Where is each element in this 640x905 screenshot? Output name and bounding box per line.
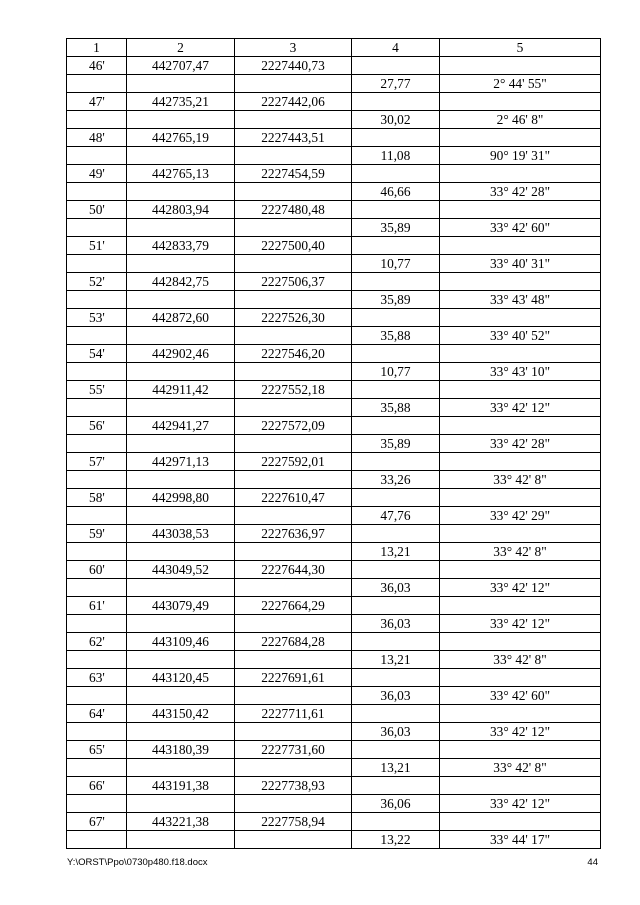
- point-row: [67, 273, 601, 291]
- segment-row: [67, 147, 601, 165]
- x-coordinate-cell: 443079,49: [127, 597, 235, 615]
- empty-cell: [235, 687, 352, 705]
- direction-angle-cell: 33° 42' 8": [440, 651, 601, 669]
- empty-cell: [67, 363, 127, 381]
- segment-row: [67, 471, 601, 489]
- empty-cell: [235, 759, 352, 777]
- y-coordinate-cell: 2227526,30: [235, 309, 352, 327]
- x-coordinate-cell: 443049,52: [127, 561, 235, 579]
- column-header-1: 1: [67, 39, 127, 57]
- direction-angle-cell: 33° 42' 8": [440, 759, 601, 777]
- x-coordinate-cell: 443191,38: [127, 777, 235, 795]
- segment-length-cell: 35,89: [352, 291, 440, 309]
- y-coordinate-cell: 2227664,29: [235, 597, 352, 615]
- y-coordinate-cell: 2227758,94: [235, 813, 352, 831]
- point-row: [67, 453, 601, 471]
- column-header-4: 4: [352, 39, 440, 57]
- empty-cell: [67, 507, 127, 525]
- segment-length-cell: 36,03: [352, 687, 440, 705]
- empty-cell: [440, 345, 601, 363]
- empty-cell: [440, 741, 601, 759]
- empty-cell: [440, 705, 601, 723]
- segment-row: [67, 291, 601, 309]
- empty-cell: [352, 525, 440, 543]
- empty-cell: [127, 183, 235, 201]
- empty-cell: [127, 147, 235, 165]
- segment-row: [67, 795, 601, 813]
- empty-cell: [67, 723, 127, 741]
- y-coordinate-cell: 2227546,20: [235, 345, 352, 363]
- column-header-3: 3: [235, 39, 352, 57]
- direction-angle-cell: 33° 44' 17": [440, 831, 601, 849]
- empty-cell: [67, 471, 127, 489]
- empty-cell: [235, 435, 352, 453]
- empty-cell: [440, 813, 601, 831]
- empty-cell: [440, 561, 601, 579]
- empty-cell: [127, 651, 235, 669]
- empty-cell: [67, 795, 127, 813]
- empty-cell: [235, 543, 352, 561]
- empty-cell: [235, 363, 352, 381]
- empty-cell: [127, 723, 235, 741]
- point-row: [67, 201, 601, 219]
- empty-cell: [235, 831, 352, 849]
- direction-angle-cell: 33° 42' 12": [440, 399, 601, 417]
- y-coordinate-cell: 2227592,01: [235, 453, 352, 471]
- direction-angle-cell: 33° 42' 60": [440, 219, 601, 237]
- segment-length-cell: 13,21: [352, 651, 440, 669]
- x-coordinate-cell: 442998,80: [127, 489, 235, 507]
- empty-cell: [127, 363, 235, 381]
- x-coordinate-cell: 442911,42: [127, 381, 235, 399]
- segment-length-cell: 10,77: [352, 255, 440, 273]
- point-row: [67, 165, 601, 183]
- y-coordinate-cell: 2227572,09: [235, 417, 352, 435]
- empty-cell: [235, 615, 352, 633]
- empty-cell: [127, 507, 235, 525]
- empty-cell: [352, 129, 440, 147]
- empty-cell: [440, 417, 601, 435]
- empty-cell: [235, 651, 352, 669]
- point-row: [67, 57, 601, 75]
- x-coordinate-cell: 442971,13: [127, 453, 235, 471]
- table-body: [67, 57, 601, 849]
- empty-cell: [440, 57, 601, 75]
- x-coordinate-cell: 443120,45: [127, 669, 235, 687]
- point-name-cell: 67': [67, 813, 127, 831]
- point-row: [67, 633, 601, 651]
- empty-cell: [352, 669, 440, 687]
- empty-cell: [235, 579, 352, 597]
- point-name-cell: 46': [67, 57, 127, 75]
- segment-length-cell: 36,03: [352, 723, 440, 741]
- x-coordinate-cell: 442765,13: [127, 165, 235, 183]
- segment-row: [67, 75, 601, 93]
- segment-row: [67, 651, 601, 669]
- segment-row: [67, 759, 601, 777]
- point-row: [67, 669, 601, 687]
- y-coordinate-cell: 2227500,40: [235, 237, 352, 255]
- direction-angle-cell: 33° 40' 31": [440, 255, 601, 273]
- direction-angle-cell: 2° 44' 55": [440, 75, 601, 93]
- segment-row: [67, 327, 601, 345]
- segment-row: [67, 219, 601, 237]
- empty-cell: [67, 651, 127, 669]
- empty-cell: [352, 417, 440, 435]
- empty-cell: [352, 597, 440, 615]
- empty-cell: [352, 309, 440, 327]
- empty-cell: [67, 111, 127, 129]
- empty-cell: [67, 543, 127, 561]
- empty-cell: [440, 489, 601, 507]
- segment-row: [67, 507, 601, 525]
- x-coordinate-cell: 443109,46: [127, 633, 235, 651]
- y-coordinate-cell: 2227552,18: [235, 381, 352, 399]
- segment-row: [67, 435, 601, 453]
- point-name-cell: 64': [67, 705, 127, 723]
- direction-angle-cell: 33° 42' 28": [440, 435, 601, 453]
- direction-angle-cell: 33° 42' 12": [440, 795, 601, 813]
- footer-file-path: Y:\ORST\Ppo\0730p480.f18.docx: [67, 857, 208, 868]
- empty-cell: [440, 381, 601, 399]
- y-coordinate-cell: 2227684,28: [235, 633, 352, 651]
- point-name-cell: 56': [67, 417, 127, 435]
- x-coordinate-cell: 442765,19: [127, 129, 235, 147]
- empty-cell: [352, 813, 440, 831]
- point-name-cell: 48': [67, 129, 127, 147]
- segment-row: [67, 543, 601, 561]
- segment-row: [67, 183, 601, 201]
- point-row: [67, 777, 601, 795]
- empty-cell: [235, 327, 352, 345]
- segment-length-cell: 13,21: [352, 759, 440, 777]
- segment-row: [67, 831, 601, 849]
- direction-angle-cell: 33° 42' 8": [440, 543, 601, 561]
- empty-cell: [127, 759, 235, 777]
- point-name-cell: 57': [67, 453, 127, 471]
- segment-length-cell: 36,06: [352, 795, 440, 813]
- empty-cell: [440, 129, 601, 147]
- direction-angle-cell: 33° 42' 28": [440, 183, 601, 201]
- segment-length-cell: 35,88: [352, 399, 440, 417]
- empty-cell: [235, 75, 352, 93]
- direction-angle-cell: 33° 42' 60": [440, 687, 601, 705]
- segment-row: [67, 687, 601, 705]
- empty-cell: [67, 615, 127, 633]
- direction-angle-cell: 33° 42' 12": [440, 615, 601, 633]
- point-row: [67, 345, 601, 363]
- empty-cell: [352, 777, 440, 795]
- segment-length-cell: 46,66: [352, 183, 440, 201]
- empty-cell: [352, 201, 440, 219]
- point-name-cell: 59': [67, 525, 127, 543]
- empty-cell: [127, 219, 235, 237]
- empty-cell: [440, 309, 601, 327]
- empty-cell: [127, 795, 235, 813]
- point-row: [67, 309, 601, 327]
- segment-length-cell: 33,26: [352, 471, 440, 489]
- point-name-cell: 62': [67, 633, 127, 651]
- x-coordinate-cell: 442902,46: [127, 345, 235, 363]
- empty-cell: [127, 471, 235, 489]
- point-name-cell: 55': [67, 381, 127, 399]
- point-name-cell: 50': [67, 201, 127, 219]
- direction-angle-cell: 2° 46' 8": [440, 111, 601, 129]
- x-coordinate-cell: 442833,79: [127, 237, 235, 255]
- segment-length-cell: 35,89: [352, 219, 440, 237]
- empty-cell: [127, 399, 235, 417]
- empty-cell: [67, 183, 127, 201]
- y-coordinate-cell: 2227644,30: [235, 561, 352, 579]
- y-coordinate-cell: 2227506,37: [235, 273, 352, 291]
- empty-cell: [440, 201, 601, 219]
- point-name-cell: 58': [67, 489, 127, 507]
- x-coordinate-cell: 442707,47: [127, 57, 235, 75]
- x-coordinate-cell: 442941,27: [127, 417, 235, 435]
- segment-length-cell: 13,22: [352, 831, 440, 849]
- empty-cell: [235, 147, 352, 165]
- segment-row: [67, 255, 601, 273]
- point-row: [67, 525, 601, 543]
- empty-cell: [67, 759, 127, 777]
- point-name-cell: 49': [67, 165, 127, 183]
- empty-cell: [352, 57, 440, 75]
- empty-cell: [235, 507, 352, 525]
- empty-cell: [127, 75, 235, 93]
- empty-cell: [440, 453, 601, 471]
- y-coordinate-cell: 2227440,73: [235, 57, 352, 75]
- empty-cell: [440, 165, 601, 183]
- x-coordinate-cell: 442842,75: [127, 273, 235, 291]
- point-row: [67, 561, 601, 579]
- y-coordinate-cell: 2227480,48: [235, 201, 352, 219]
- direction-angle-cell: 33° 43' 48": [440, 291, 601, 309]
- direction-angle-cell: 90° 19' 31": [440, 147, 601, 165]
- point-name-cell: 60': [67, 561, 127, 579]
- empty-cell: [440, 777, 601, 795]
- empty-cell: [67, 147, 127, 165]
- direction-angle-cell: 33° 42' 8": [440, 471, 601, 489]
- empty-cell: [352, 705, 440, 723]
- page-number: 44: [587, 857, 598, 868]
- empty-cell: [127, 291, 235, 309]
- empty-cell: [127, 831, 235, 849]
- empty-cell: [440, 273, 601, 291]
- point-name-cell: 47': [67, 93, 127, 111]
- column-header-2: 2: [127, 39, 235, 57]
- empty-cell: [67, 75, 127, 93]
- point-row: [67, 597, 601, 615]
- empty-cell: [235, 399, 352, 417]
- x-coordinate-cell: 443150,42: [127, 705, 235, 723]
- empty-cell: [352, 273, 440, 291]
- empty-cell: [235, 471, 352, 489]
- segment-row: [67, 723, 601, 741]
- segment-length-cell: 35,89: [352, 435, 440, 453]
- segment-row: [67, 399, 601, 417]
- empty-cell: [67, 399, 127, 417]
- empty-cell: [67, 831, 127, 849]
- empty-cell: [127, 687, 235, 705]
- segment-length-cell: 36,03: [352, 579, 440, 597]
- x-coordinate-cell: 443180,39: [127, 741, 235, 759]
- point-row: [67, 381, 601, 399]
- empty-cell: [352, 165, 440, 183]
- empty-cell: [440, 597, 601, 615]
- x-coordinate-cell: 442872,60: [127, 309, 235, 327]
- segment-length-cell: 47,76: [352, 507, 440, 525]
- empty-cell: [440, 633, 601, 651]
- empty-cell: [352, 561, 440, 579]
- y-coordinate-cell: 2227454,59: [235, 165, 352, 183]
- point-name-cell: 66': [67, 777, 127, 795]
- empty-cell: [67, 291, 127, 309]
- direction-angle-cell: 33° 43' 10": [440, 363, 601, 381]
- segment-row: [67, 111, 601, 129]
- y-coordinate-cell: 2227443,51: [235, 129, 352, 147]
- empty-cell: [127, 579, 235, 597]
- empty-cell: [440, 525, 601, 543]
- direction-angle-cell: 33° 42' 12": [440, 723, 601, 741]
- empty-cell: [352, 345, 440, 363]
- empty-cell: [440, 93, 601, 111]
- empty-cell: [127, 435, 235, 453]
- y-coordinate-cell: 2227610,47: [235, 489, 352, 507]
- point-name-cell: 61': [67, 597, 127, 615]
- segment-length-cell: 30,02: [352, 111, 440, 129]
- empty-cell: [235, 255, 352, 273]
- empty-cell: [235, 183, 352, 201]
- empty-cell: [127, 111, 235, 129]
- y-coordinate-cell: 2227636,97: [235, 525, 352, 543]
- empty-cell: [127, 543, 235, 561]
- x-coordinate-cell: 443221,38: [127, 813, 235, 831]
- empty-cell: [352, 633, 440, 651]
- point-name-cell: 51': [67, 237, 127, 255]
- empty-cell: [352, 453, 440, 471]
- empty-cell: [235, 795, 352, 813]
- point-row: [67, 237, 601, 255]
- point-row: [67, 129, 601, 147]
- point-row: [67, 813, 601, 831]
- empty-cell: [352, 489, 440, 507]
- y-coordinate-cell: 2227738,93: [235, 777, 352, 795]
- y-coordinate-cell: 2227691,61: [235, 669, 352, 687]
- y-coordinate-cell: 2227442,06: [235, 93, 352, 111]
- point-row: [67, 489, 601, 507]
- empty-cell: [67, 687, 127, 705]
- empty-cell: [67, 327, 127, 345]
- empty-cell: [352, 741, 440, 759]
- direction-angle-cell: 33° 42' 29": [440, 507, 601, 525]
- y-coordinate-cell: 2227711,61: [235, 705, 352, 723]
- point-name-cell: 65': [67, 741, 127, 759]
- empty-cell: [127, 615, 235, 633]
- empty-cell: [235, 723, 352, 741]
- point-row: [67, 705, 601, 723]
- column-header-5: 5: [440, 39, 601, 57]
- empty-cell: [67, 579, 127, 597]
- segment-length-cell: 11,08: [352, 147, 440, 165]
- empty-cell: [235, 219, 352, 237]
- empty-cell: [352, 237, 440, 255]
- y-coordinate-cell: 2227731,60: [235, 741, 352, 759]
- x-coordinate-cell: 442803,94: [127, 201, 235, 219]
- direction-angle-cell: 33° 40' 52": [440, 327, 601, 345]
- empty-cell: [235, 291, 352, 309]
- empty-cell: [440, 669, 601, 687]
- point-name-cell: 53': [67, 309, 127, 327]
- point-name-cell: 52': [67, 273, 127, 291]
- segment-length-cell: 36,03: [352, 615, 440, 633]
- empty-cell: [67, 435, 127, 453]
- empty-cell: [235, 111, 352, 129]
- empty-cell: [127, 255, 235, 273]
- x-coordinate-cell: 442735,21: [127, 93, 235, 111]
- point-name-cell: 54': [67, 345, 127, 363]
- empty-cell: [352, 93, 440, 111]
- coordinates-table: [66, 38, 601, 849]
- segment-length-cell: 27,77: [352, 75, 440, 93]
- segment-row: [67, 363, 601, 381]
- direction-angle-cell: 33° 42' 12": [440, 579, 601, 597]
- segment-row: [67, 579, 601, 597]
- table-header-row: [67, 39, 601, 57]
- x-coordinate-cell: 443038,53: [127, 525, 235, 543]
- point-row: [67, 93, 601, 111]
- empty-cell: [127, 327, 235, 345]
- empty-cell: [352, 381, 440, 399]
- empty-cell: [67, 255, 127, 273]
- point-name-cell: 63': [67, 669, 127, 687]
- empty-cell: [440, 237, 601, 255]
- point-row: [67, 741, 601, 759]
- segment-length-cell: 13,21: [352, 543, 440, 561]
- point-row: [67, 417, 601, 435]
- empty-cell: [67, 219, 127, 237]
- segment-length-cell: 35,88: [352, 327, 440, 345]
- segment-length-cell: 10,77: [352, 363, 440, 381]
- segment-row: [67, 615, 601, 633]
